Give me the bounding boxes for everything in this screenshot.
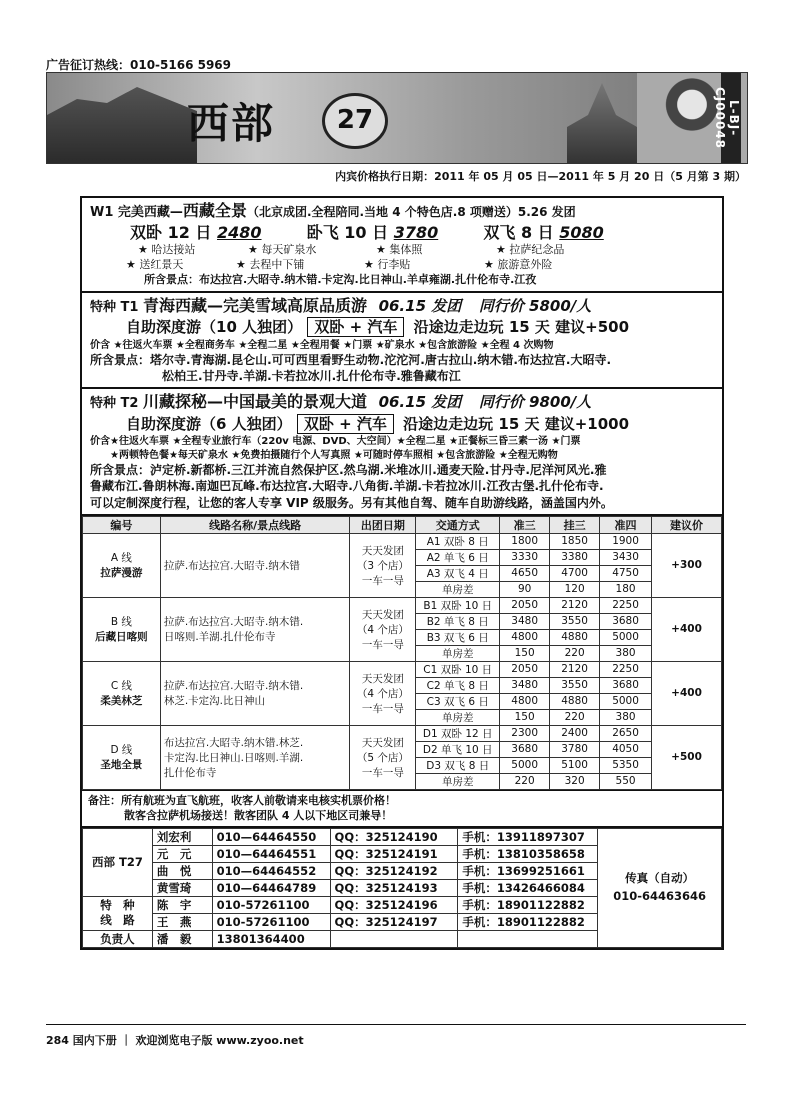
t2-depart: 06.15 发团 (378, 393, 462, 412)
line-code: A 线 (110, 552, 132, 565)
transport-mode: B2 单飞 8 日 (416, 613, 500, 629)
transport-mode: 单房差 (416, 773, 500, 789)
t2-route-note: 沿途边走边玩 15 天 建议+1000 (403, 415, 630, 434)
fax-label: 传真（自动） (625, 871, 695, 886)
line-code: D 线 (110, 744, 133, 757)
footer-divider (46, 1024, 746, 1025)
t2-self-guided: 自助深度游（6 人独团） (126, 415, 292, 434)
special-label-1: 特 种 (100, 898, 135, 913)
t2-custom-note: 可以定制深度行程，让您的客人专享 VIP 级服务。另有其他自驾、随车自助游线路，涵盖国内外。 (90, 495, 613, 510)
w1-section (82, 198, 722, 293)
col-header: 准四 (600, 516, 652, 533)
owner-mobile: 13801364400 (212, 930, 330, 947)
price-table (82, 516, 722, 790)
transport-mode: A1 双卧 8 日 (416, 533, 500, 549)
w1-gift: ★ 行李贴 (364, 258, 411, 272)
contact-tel: 010-57261100 (212, 896, 330, 913)
contacts-table (82, 828, 722, 948)
transport-mode: C2 单飞 8 日 (416, 677, 500, 693)
price-rated-3: 2120 (550, 661, 600, 677)
contact-name: 王 燕 (152, 913, 212, 930)
price-standard-4: 1900 (600, 533, 652, 549)
price-rated-3: 4700 (550, 565, 600, 581)
price-standard-4: 4750 (600, 565, 652, 581)
depart-cell (350, 725, 416, 789)
transport-mode: D1 双卧 12 日 (416, 725, 500, 741)
w1-title (90, 200, 716, 222)
price-rated-3: 2400 (550, 725, 600, 741)
depart-line: （4 个店） (356, 687, 409, 700)
w1-price-2: 3780 (393, 222, 439, 242)
price-table-section (82, 516, 722, 828)
price-rated-3: 3780 (550, 741, 600, 757)
price-standard-4: 3680 (600, 613, 652, 629)
contact-name: 曲 悦 (152, 862, 212, 879)
col-header: 编号 (83, 516, 161, 533)
t1-prefix: 特种 T1 (90, 299, 143, 315)
depart-line: 天天发团 (361, 672, 404, 685)
line-code: B 线 (110, 616, 132, 629)
price-standard-4: 3680 (600, 677, 652, 693)
depart-line: 一车一导 (361, 702, 404, 715)
banner (46, 72, 748, 164)
line-name: 圣地全景 (100, 759, 143, 772)
transport-mode: C1 双卧 10 日 (416, 661, 500, 677)
price-standard-3: 1800 (500, 533, 550, 549)
line-code: C 线 (110, 680, 132, 693)
t2-title-row (90, 391, 716, 413)
special-label-2: 线 路 (100, 913, 135, 928)
potala-palace-image (47, 83, 197, 163)
price-rated-3: 3550 (550, 677, 600, 693)
contact-row (83, 828, 722, 845)
transport-mode: B3 双飞 6 日 (416, 629, 500, 645)
t2-spots-1: 所含景点：泸定桥.新都桥.三江并流自然保护区.然乌湖.米堆冰川.通麦天险.甘丹寺.尼洋河风光.雅 (90, 463, 607, 478)
contact-mobile: 手机：18901122882 (458, 913, 598, 930)
depart-line: （5 个店） (356, 751, 409, 764)
t1-depart: 06.15 发团 (378, 296, 462, 315)
price-rated-3: 220 (550, 645, 600, 661)
w1-title-main: 西藏全景 (182, 201, 247, 220)
t2-section (82, 389, 722, 515)
price-standard-3: 150 (500, 645, 550, 661)
contact-tel: 010-57261100 (212, 913, 330, 930)
line-code-cell (83, 725, 161, 789)
col-header: 准三 (500, 516, 550, 533)
route-line: 日喀则.羊湖.扎什伦布寺 (163, 631, 276, 644)
footer-text: 284 国内下册 ｜ 欢迎浏览电子版 www.zyoo.net (46, 1034, 304, 1047)
price-rated-3: 4880 (550, 629, 600, 645)
remark-line-1: 备注：所有航班为直飞航班，收客人前敬请来电核实机票价格！ (88, 793, 396, 807)
t1-includes: 价含 ★往返火车票 ★全程商务车 ★全程二星 ★全程用餐 ★门票 ★矿泉水 ★包含旅游险 ★全程 4 次购物 (90, 339, 554, 351)
price-standard-3: 4800 (500, 629, 550, 645)
price-standard-4: 5000 (600, 693, 652, 709)
w1-gift: ★ 哈达接站 (138, 243, 196, 257)
line-code-cell (83, 597, 161, 661)
t1-title: 青海西藏—完美雪域高原品质游 (142, 295, 367, 315)
contact-qq: QQ：325124197 (330, 913, 458, 930)
owner-name: 潘 毅 (152, 930, 212, 947)
contact-tel: 010—64464551 (212, 845, 330, 862)
price-standard-3: 2050 (500, 661, 550, 677)
transport-mode: C3 双飞 6 日 (416, 693, 500, 709)
w1-price-label-3: 双飞 8 日 (483, 222, 554, 242)
transport-mode: B1 双卧 10 日 (416, 597, 500, 613)
t1-spots-1: 所含景点：塔尔寺.青海湖.昆仑山.可可西里看野生动物.沱沱河.唐古拉山.纳木错.布达拉宫.大昭寺. (90, 353, 612, 368)
contact-qq: QQ：325124196 (330, 896, 458, 913)
t2-title: 川藏探秘—中国最美的景观大道 (142, 392, 367, 412)
price-standard-3: 220 (500, 773, 550, 789)
price-standard-4: 380 (600, 645, 652, 661)
owner-label: 负责人 (83, 930, 153, 947)
transport-mode: A3 双飞 4 日 (416, 565, 500, 581)
w1-gift: ★ 集体照 (376, 243, 423, 257)
price-standard-4: 2250 (600, 661, 652, 677)
w1-spots: 所含景点：布达拉宫.大昭寺.纳木错.卡定沟.比日神山.羊卓雍湖.扎什伦布寺.江孜 (144, 272, 537, 286)
contact-name: 黄雪琦 (152, 879, 212, 896)
price-standard-4: 5350 (600, 757, 652, 773)
price-rated-3: 120 (550, 581, 600, 597)
w1-gift: ★ 旅游意外险 (484, 258, 553, 272)
w1-price-1: 2480 (217, 222, 262, 242)
line-code-cell (83, 533, 161, 597)
price-standard-4: 550 (600, 773, 652, 789)
fax-number: 010-64463646 (613, 888, 707, 903)
contact-name: 陈 宇 (152, 896, 212, 913)
t2-includes-2: ★两顿特色餐★每天矿泉水 ★免费拍摄随行个人写真照 ★可随时停车照相 ★包含旅游险 ★全程无购物 (110, 449, 558, 461)
price-standard-4: 5000 (600, 629, 652, 645)
t2-mode-row (90, 414, 716, 434)
contact-dept: 西部 T27 (83, 828, 153, 896)
depart-line: 天天发团 (361, 608, 404, 621)
t1-transport: 双卧 + 汽车 (307, 317, 404, 337)
price-standard-3: 90 (500, 581, 550, 597)
w1-gift: ★ 每天矿泉水 (248, 243, 317, 257)
depart-line: 天天发团 (361, 736, 404, 749)
contact-qq: QQ：325124192 (330, 862, 458, 879)
price-standard-3: 5000 (500, 757, 550, 773)
t2-spots-2: 鲁藏布江.鲁朗林海.南迦巴瓦峰.布达拉宫.大昭寺.八角街.羊湖.卡若拉冰川.江孜古堡.扎什伦布寺. (90, 479, 604, 494)
col-header: 线路名称/景点线路 (160, 516, 350, 533)
t2-prefix: 特种 T2 (90, 396, 143, 412)
price-standard-3: 3480 (500, 677, 550, 693)
w1-title-prefix: W1 完美西藏— (90, 205, 183, 220)
col-header: 建议价 (652, 516, 722, 533)
contact-mobile: 手机：13911897307 (458, 828, 598, 845)
line-name: 后藏日喀则 (95, 631, 148, 644)
price-standard-4: 380 (600, 709, 652, 725)
w1-gift: ★ 去程中下铺 (236, 258, 305, 272)
route-cell (160, 725, 350, 789)
route-cell (160, 597, 350, 661)
t1-self-guided: 自助深度游（10 人独团） (126, 318, 303, 337)
w1-title-suffix: （北京成团.全程陪同.当地 4 个特色店.8 项赠送）5.26 发团 (246, 205, 576, 219)
w1-gift: ★ 拉萨纪念品 (496, 243, 565, 257)
price-effective-date: 内宾价格执行日期：2011 年 05 月 05 日—2011 年 5 月 20 日（5 月第 3 期） (335, 170, 746, 183)
suggested-price: +500 (652, 725, 722, 789)
suggested-price: +400 (652, 661, 722, 725)
catalog-code: L-BJ-CJ00048 (721, 73, 741, 163)
price-standard-3: 150 (500, 709, 550, 725)
t1-section (82, 293, 722, 390)
table-header-row (83, 516, 722, 533)
line-name: 柔美林芝 (100, 695, 143, 708)
col-header: 挂三 (550, 516, 600, 533)
price-standard-3: 4800 (500, 693, 550, 709)
col-header: 交通方式 (416, 516, 500, 533)
price-standard-4: 2250 (600, 597, 652, 613)
route-cell (160, 661, 350, 725)
route-line: 林芝.卡定沟.比日神山 (163, 695, 266, 708)
w1-price-3: 5080 (559, 222, 604, 242)
t1-peer-price: 同行价 5800/人 (478, 296, 592, 315)
depart-line: （3 个店） (356, 559, 409, 572)
contacts-section (82, 828, 722, 948)
depart-cell (350, 597, 416, 661)
route-line: 拉萨.布达拉宫.大昭寺.纳木错. (163, 680, 304, 693)
price-rated-3: 320 (550, 773, 600, 789)
price-standard-4: 2650 (600, 725, 652, 741)
w1-gifts-row-2 (90, 258, 716, 273)
table-row (83, 725, 722, 741)
w1-gift: ★ 送红景天 (126, 258, 184, 272)
transport-mode: 单房差 (416, 581, 500, 597)
t2-includes-1: 价含★往返火车票 ★全程专业旅行车（220v 电源、DVD、大空间）★全程二星 ★正餐标三昏三素一汤 ★门票 (90, 436, 581, 448)
depart-line: 一车一导 (361, 638, 404, 651)
table-row (83, 661, 722, 677)
contact-mobile: 手机：13810358658 (458, 845, 598, 862)
suggested-price: +300 (652, 533, 722, 597)
owner-empty (330, 930, 458, 947)
remark-line-2: 散客含拉萨机场接送！散客团队 4 人以下地区司兼导！ (124, 809, 393, 823)
line-name: 拉萨漫游 (100, 567, 143, 580)
depart-cell (350, 533, 416, 597)
route-line: 卡定沟.比日神山.日喀则.羊湖. (163, 751, 304, 764)
remarks (82, 790, 722, 826)
price-standard-3: 3480 (500, 613, 550, 629)
t1-title-row (90, 295, 716, 317)
w1-price-row (90, 222, 716, 244)
t2-transport: 双卧 + 汽车 (297, 414, 394, 434)
contact-qq: QQ：325124191 (330, 845, 458, 862)
contact-tel: 010—64464550 (212, 828, 330, 845)
contact-mobile: 手机：13699251661 (458, 862, 598, 879)
route-line: 布达拉宫.大昭寺.纳木错.林芝. (163, 736, 304, 749)
price-rated-3: 3380 (550, 549, 600, 565)
route-line: 扎什伦布寺 (163, 766, 217, 779)
t2-peer-price: 同行价 9800/人 (478, 393, 592, 412)
route-line: 拉萨.布达拉宫.大昭寺.纳木错. (163, 616, 304, 629)
transport-mode: 单房差 (416, 645, 500, 661)
owner-empty (458, 930, 598, 947)
price-standard-4: 180 (600, 581, 652, 597)
price-standard-3: 3330 (500, 549, 550, 565)
suggested-price: +400 (652, 597, 722, 661)
contact-name: 刘宏利 (152, 828, 212, 845)
w1-price-label-1: 双卧 12 日 (130, 222, 212, 242)
route-line: 拉萨.布达拉宫.大昭寺.纳木错 (163, 559, 300, 572)
w1-price-label-2: 卧飞 10 日 (306, 222, 389, 242)
price-standard-3: 4650 (500, 565, 550, 581)
brand-logo-number: 27 (322, 93, 388, 149)
price-rated-3: 3550 (550, 613, 600, 629)
price-rated-3: 1850 (550, 533, 600, 549)
contact-mobile: 手机：13426466084 (458, 879, 598, 896)
col-header: 出团日期 (350, 516, 416, 533)
contact-tel: 010—64464789 (212, 879, 330, 896)
ad-hotline: 广告征订热线：010-5166 5969 (46, 58, 232, 72)
table-row (83, 597, 722, 613)
price-standard-3: 2300 (500, 725, 550, 741)
contact-name: 元 元 (152, 845, 212, 862)
special-dept (83, 896, 153, 930)
temple-image (567, 83, 637, 163)
depart-line: 一车一导 (361, 574, 404, 587)
t1-mode-row (90, 317, 716, 337)
transport-mode: A2 单飞 6 日 (416, 549, 500, 565)
brand-logo-text: 西部 (187, 99, 276, 148)
price-rated-3: 220 (550, 709, 600, 725)
price-rated-3: 4880 (550, 693, 600, 709)
contact-tel: 010—64464552 (212, 862, 330, 879)
transport-mode: 单房差 (416, 709, 500, 725)
price-standard-3: 2050 (500, 597, 550, 613)
price-standard-4: 4050 (600, 741, 652, 757)
transport-mode: D2 单飞 10 日 (416, 741, 500, 757)
transport-mode: D3 双飞 8 日 (416, 757, 500, 773)
depart-cell (350, 661, 416, 725)
contact-qq: QQ：325124193 (330, 879, 458, 896)
depart-line: 天天发团 (361, 544, 404, 557)
contact-mobile: 手机：18901122882 (458, 896, 598, 913)
price-rated-3: 5100 (550, 757, 600, 773)
line-code-cell (83, 661, 161, 725)
table-row (83, 533, 722, 549)
route-cell (160, 533, 350, 597)
price-rated-3: 2120 (550, 597, 600, 613)
contact-qq: QQ：325124190 (330, 828, 458, 845)
fax-cell (598, 828, 722, 947)
t1-route-note: 沿途边走边玩 15 天 建议+500 (413, 318, 630, 337)
depart-line: （4 个店） (356, 623, 409, 636)
depart-line: 一车一导 (361, 766, 404, 779)
w1-gifts-row-1 (90, 243, 716, 258)
price-standard-3: 3680 (500, 741, 550, 757)
tour-frame (80, 196, 724, 950)
price-standard-4: 3430 (600, 549, 652, 565)
t1-spots-2: 松柏王.甘丹寺.羊湖.卡若拉冰川.扎什伦布寺.雅鲁藏布江 (162, 369, 461, 384)
